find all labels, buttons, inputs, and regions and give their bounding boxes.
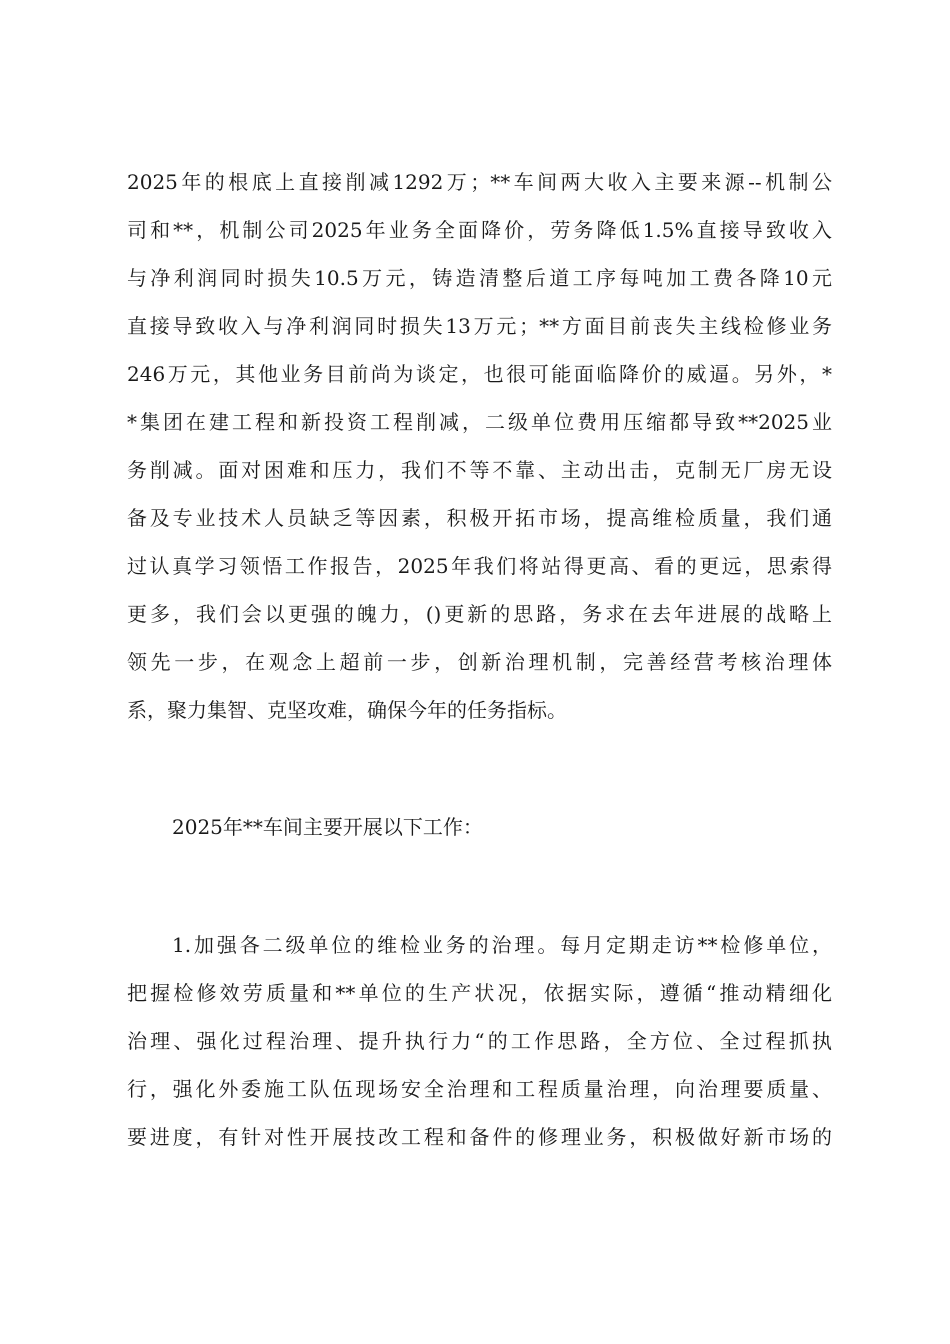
- text-line: 1.加强各二级单位的维检业务的治理。每月定期走访**检修单位，: [172, 933, 832, 957]
- text-line: *集团在建工程和新投资工程削减，二级单位费用压缩都导致**2025业: [127, 410, 832, 434]
- text-line: 2025年的根底上直接削减1292万；**车间两大收入主要来源--机制公: [127, 170, 832, 194]
- text-line: 要进度，有针对性开展技改工程和备件的修理业务，积极做好新市场的: [127, 1125, 832, 1149]
- text-line: 司和**，机制公司2025年业务全面降价，劳务降低1.5%直接导致收入: [127, 218, 832, 242]
- text-line: 治理、强化过程治理、提升执行力“的工作思路，全方位、全过程抓执: [127, 1029, 832, 1053]
- text-line: 直接导致收入与净利润同时损失13万元；**方面目前丧失主线检修业务: [127, 314, 832, 338]
- text-line: 更多，我们会以更强的魄力，()更新的思路，务求在去年进展的战略上: [127, 602, 832, 626]
- text-line: 2025年**车间主要开展以下工作：: [172, 815, 483, 839]
- text-line: 过认真学习领悟工作报告，2025年我们将站得更高、看的更远，思索得: [127, 554, 832, 578]
- text-line: 246万元，其他业务目前尚为谈定，也很可能面临降价的威逼。另外，*: [127, 362, 832, 386]
- text-line: 把握检修效劳质量和**单位的生产状况，依据实际，遵循“推动精细化: [127, 981, 832, 1005]
- text-line: 备及专业技术人员缺乏等因素，积极开拓市场，提高维检质量，我们通: [127, 506, 832, 530]
- text-line: 领先一步，在观念上超前一步，创新治理机制，完善经营考核治理体: [127, 650, 832, 674]
- text-line: 务削减。面对困难和压力，我们不等不靠、主动出击，克制无厂房无设: [127, 458, 832, 482]
- text-line: 系，聚力集智、克坚攻难，确保今年的任务指标。: [127, 698, 567, 722]
- text-line: 行，强化外委施工队伍现场安全治理和工程质量治理，向治理要质量、: [127, 1077, 832, 1101]
- text-line: 与净利润同时损失10.5万元，铸造清整后道工序每吨加工费各降10元: [127, 266, 832, 290]
